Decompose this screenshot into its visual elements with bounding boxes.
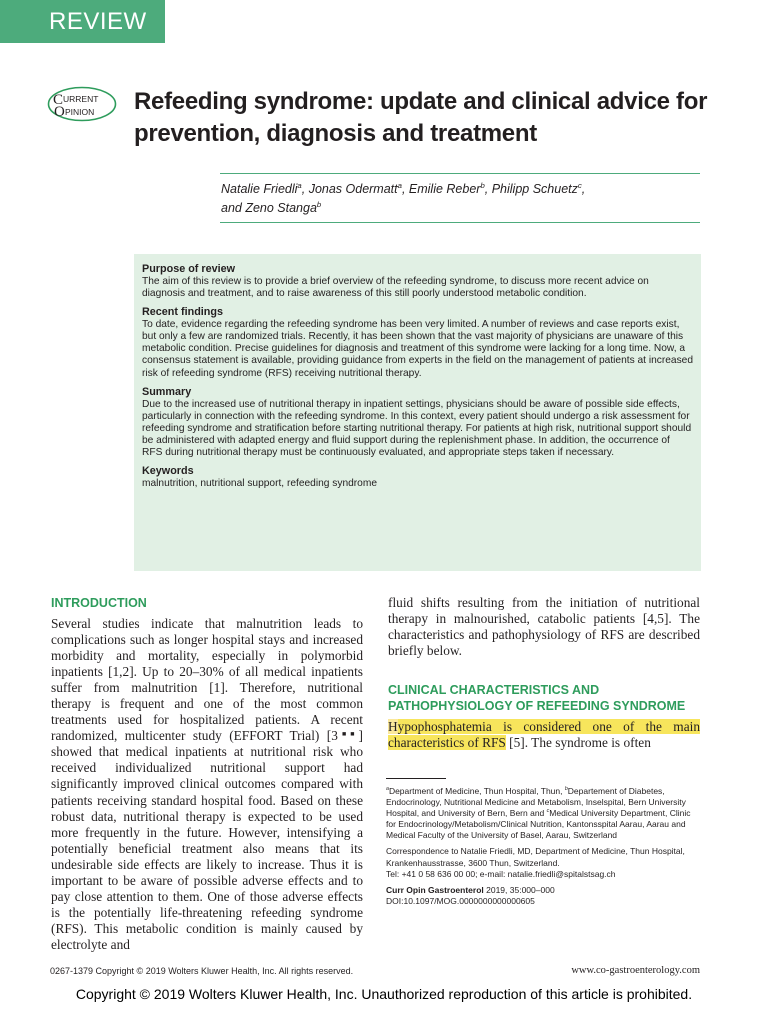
footnote-block	[386, 786, 702, 907]
footer-copyright: 0267-1379 Copyright © 2019 Wolters Kluwer Health, Inc. All rights reserved.	[50, 966, 354, 976]
highlighted-text: ypophosphatemia is considered one of the main characteristics of RFS	[388, 719, 700, 751]
author: Jonas Odermatt$^a$,	[308, 180, 409, 196]
section-heading-introduction: INTRODUCTION	[51, 596, 147, 610]
copyright-banner: Copyright © 2019 Wolters Kluwer Health, Inc. Unauthorized reproduction of this article is prohibited.	[75, 986, 693, 1002]
abstract-heading: Summary	[142, 385, 192, 398]
introduction-continued-paragraph: fluid shifts resulting from the initiation of nutritional therapy in malnourished, catabolic patients [4,5]. The characteristics and pathophysiology of RFS are described briefly below.	[388, 595, 700, 659]
svg-text:C: C	[53, 92, 64, 108]
author-list	[221, 180, 701, 218]
abstract-summary	[142, 386, 693, 459]
introduction-paragraph: Several studies indicate that malnutrition leads to complications such as longer hospital stays and increased morbidity and mortality, especially in polymorbid inpatients [1,2]. Up to 20–30% of all medical inpatients suffer from malnutrition [1]. Therefore, nutritional therapy is frequent and one of the most common treatments used for hospitalized patients. A recent randomized, multicenter study (EFFORT Trial) [3■■] showed that medical inpatients at nutritional risk who received individualized nutritional support had significantly improved clinical outcomes compared with patients receiving standard hospital food. Based on these robust data, nutritional therapy is expected to be used more frequently in the future. However, intensifying a potentially beneficial treatment also means that its undesirable side effects are likely to increase. Thus it is important to be aware of possible adverse effects and to pay close attention to them. One of those adverse effects is the potentially life-threatening refeeding syndrome (RFS). This metabolic condition is mainly caused by electrolyte and	[51, 616, 363, 952]
abstract-box	[134, 254, 701, 571]
correspondence: Correspondence to Natalie Friedli, MD, Department of Medicine, Thun Hospital, Krankenhausstrasse, 3600 Thun, Switzerland. Tel: +41 0 58 636 00 00; e-mail: natalie.friedli@spitalstsag.ch	[386, 846, 685, 879]
abstract-heading: Keywords	[142, 465, 194, 478]
author: Natalie Friedli$^a$,	[221, 180, 309, 196]
author: Philipp Schuetz$^c$,	[491, 180, 586, 196]
svg-text:O: O	[54, 104, 65, 120]
abstract-heading: Recent findings	[142, 306, 223, 319]
journal-name: Curr Opin Gastroenterol	[386, 884, 484, 895]
section-heading-clinical-characteristics: CLINICAL CHARACTERISTICS AND PATHOPHYSIOLOGY OF REFEEDING SYNDROME	[388, 683, 686, 714]
affiliations: $^a$Department of Medicine, Thun Hospital, Thun, $^b$Departement of Diabetes, Endocrinology, Nutritional Medicine and Metabolism, Inselspital, Bern University Hospital, and University of Bern, Bern and $^c$Medical University Department, Clinic for Endocrinology/Metabolism/Clinical Nutrition, Kantonsspital Aarau, Aarau and Medical Faculty of the University of Basel, Aarau, Switzerland	[386, 786, 691, 841]
svg-text:PINION: PINION	[65, 107, 95, 117]
right-column	[388, 595, 700, 751]
abstract-heading: Purpose of review	[142, 263, 236, 275]
authors-bottom-rule	[220, 222, 700, 223]
svg-text:URRENT: URRENT	[63, 94, 99, 104]
author: Emilie Reber$^b$,	[408, 180, 492, 196]
abstract-keywords	[142, 465, 693, 490]
abstract-text: To date, evidence regarding the refeeding syndrome has been very limited. A number of reviews and case reports exist, but only a few are randomized trials. Recently, it has been shown that the vast majority of physicians are unaware of this metabolic condition. Precise guidelines for diagnosis and treatment of this syndrome were lacking for a long time. Now, a consensus statement is available, providing guidance from experts in the field on the management of patients at increased risk of refeeding syndrome (RFS) receiving nutritional therapy.	[142, 319, 694, 379]
clinical-paragraph: Hypophosphatemia is considered one of the main characteristics of RFS [5]. The syndrome is often	[388, 719, 700, 751]
abstract-text: Due to the increased use of nutritional therapy in inpatient settings, physicians should be aware of possible side effects, particularly in connection with the refeeding syndrome. In this context, every patient should undergo a risk assessment for refeeding syndrome and stratification before starting nutritional therapy. For patients at high risk, nutritional support should be administered with adapted energy and fluid support during the replenishment phase. In addition, the occurrence of RFS during nutritional therapy must be continuously evaluated, and appropriate steps taken if necessary.	[142, 398, 692, 459]
review-tab: REVIEW	[0, 0, 165, 43]
article-title: Refeeding syndrome: update and clinical advice for prevention, diagnosis and treatment	[134, 88, 708, 147]
abstract-text: malnutrition, nutritional support, refeeding syndrome	[142, 478, 378, 490]
citation: Curr Opin Gastroenterol 2019, 35:000–000 DOI:10.1097/MOG.0000000000000605	[386, 884, 555, 906]
abstract-text: The aim of this review is to provide a brief overview of the refeeding syndrome, to discuss more recent advice on diagnosis and treatment, and to raise awareness of this still poorly understood metabolic condition.	[142, 276, 649, 300]
doi: DOI:10.1097/MOG.0000000000000605	[386, 895, 535, 906]
journal-website-link[interactable]: www.co-gastroenterology.com	[571, 965, 700, 976]
abstract-purpose	[142, 263, 693, 300]
current-opinion-logo-icon	[47, 86, 117, 122]
footnote-rule	[386, 778, 446, 779]
authors-top-rule	[220, 173, 700, 174]
author: and Zeno Stanga$^b$	[221, 199, 322, 215]
left-column	[51, 595, 363, 953]
abstract-findings	[142, 306, 693, 379]
